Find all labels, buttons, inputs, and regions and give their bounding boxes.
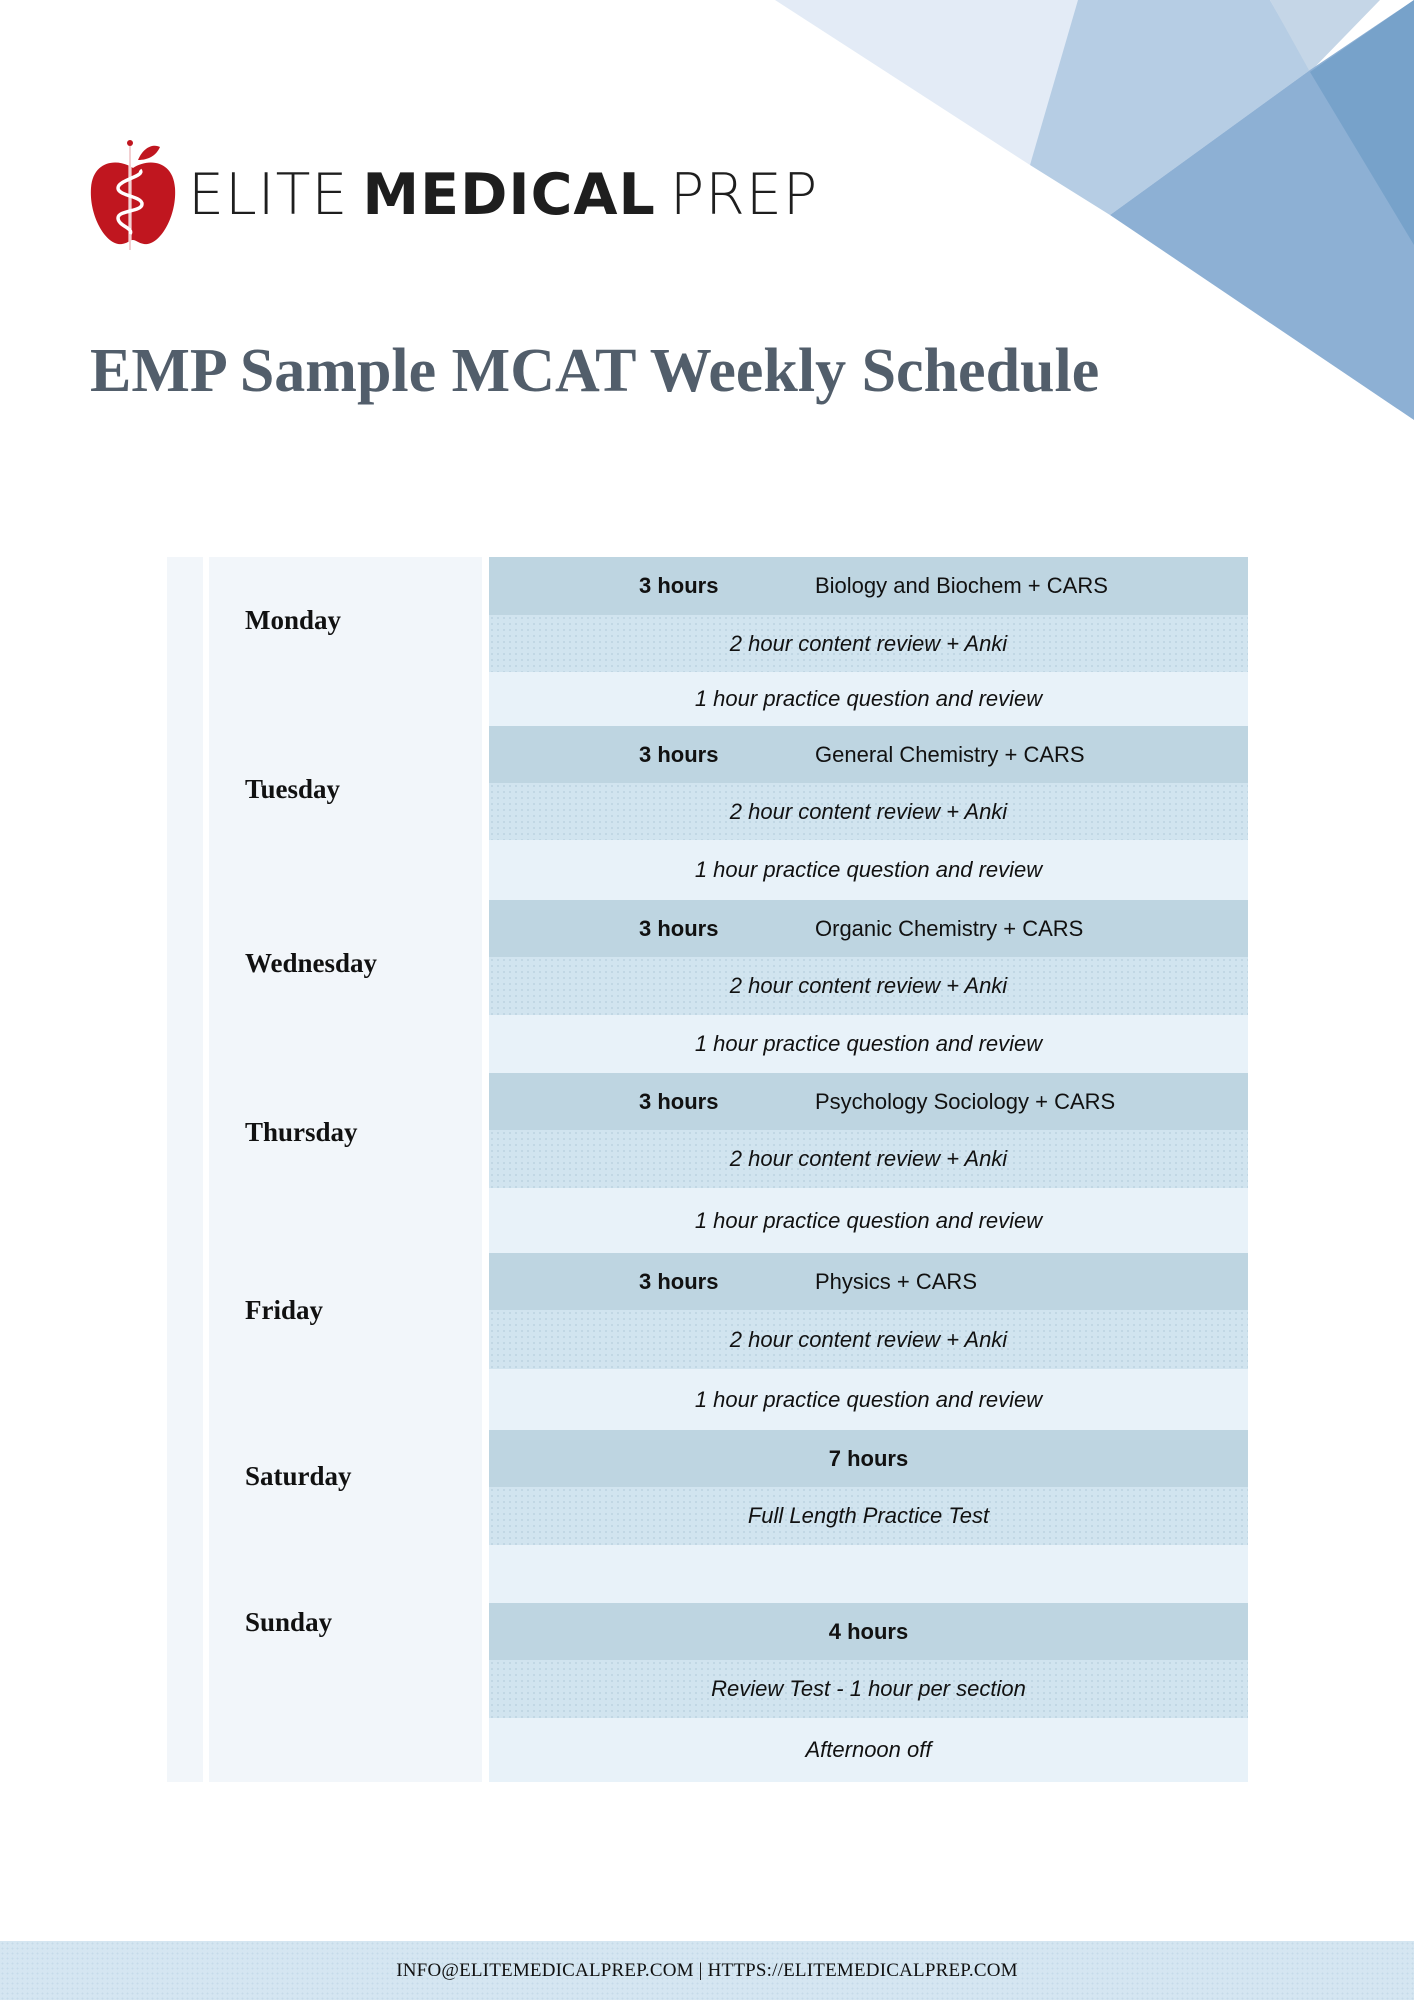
activity-label: 2 hour content review + Anki xyxy=(729,973,1008,998)
hours-label: 3 hours xyxy=(639,1268,719,1294)
schedule-row xyxy=(489,1073,1248,1130)
hours-label: 4 hours xyxy=(828,1618,909,1644)
activity-label: 1 hour practice question and review xyxy=(694,1207,1043,1233)
activity-label: Review Test - 1 hour per section xyxy=(711,1676,1026,1701)
day-label-sunday: Sunday xyxy=(245,1607,333,1637)
activity-label: 2 hour content review + Anki xyxy=(729,798,1008,824)
schedule-row xyxy=(489,1188,1248,1253)
table-side-stripe xyxy=(167,557,203,1782)
brand-name-elite: ELITE xyxy=(188,162,349,228)
schedule-row xyxy=(489,615,1248,672)
subject-label: Organic Chemistry + CARS xyxy=(815,915,1084,941)
schedule-row xyxy=(489,1015,1248,1073)
schedule-row xyxy=(489,1253,1248,1310)
day-label-thursday: Thursday xyxy=(245,1117,358,1147)
activity-column xyxy=(489,557,1248,1782)
activity-label: 2 hour content review + Anki xyxy=(729,630,1008,656)
day-label-wednesday: Wednesday xyxy=(245,948,378,978)
schedule-row xyxy=(489,1487,1248,1545)
activity-label: 1 hour practice question and review xyxy=(694,1386,1043,1412)
schedule-row xyxy=(489,726,1248,783)
activity-label: 1 hour practice question and review xyxy=(694,857,1043,882)
schedule-row xyxy=(489,672,1248,726)
schedule-row xyxy=(489,840,1248,900)
hours-label: 7 hours xyxy=(828,1445,909,1471)
schedule-row xyxy=(489,783,1248,840)
activity-label: Full Length Practice Test xyxy=(747,1503,990,1528)
hours-label: 3 hours xyxy=(639,573,719,598)
activity-label: 1 hour practice question and review xyxy=(694,686,1043,711)
schedule-row xyxy=(489,1369,1248,1430)
hours-label: 3 hours xyxy=(639,915,719,941)
schedule-row xyxy=(489,557,1248,615)
schedule-row xyxy=(489,1430,1248,1487)
activity-label: Afternoon off xyxy=(805,1737,932,1762)
hours-label: 3 hours xyxy=(639,741,719,767)
day-label-friday: Friday xyxy=(245,1295,323,1325)
brand-name-prep: PREP xyxy=(669,162,819,228)
page-title: EMP Sample MCAT Weekly Schedule xyxy=(90,337,1100,405)
brand-name-medical: MEDICAL xyxy=(362,162,656,228)
schedule-row xyxy=(489,1545,1248,1603)
day-label-monday: Monday xyxy=(245,605,342,635)
subject-label: Biology and Biochem + CARS xyxy=(815,573,1108,598)
day-label-saturday: Saturday xyxy=(245,1461,352,1491)
activity-label: 2 hour content review + Anki xyxy=(729,1146,1008,1171)
brand-logo xyxy=(88,138,818,253)
schedule-row xyxy=(489,1718,1248,1782)
subject-label: Psychology Sociology + CARS xyxy=(815,1088,1116,1114)
schedule-row xyxy=(489,957,1248,1015)
apple-caduceus-icon xyxy=(88,138,178,253)
schedule-row xyxy=(489,1130,1248,1188)
footer-bar xyxy=(0,1941,1414,2000)
weekly-schedule-table xyxy=(167,557,1248,1782)
schedule-row xyxy=(489,1660,1248,1718)
footer-contact: INFO@ELITEMEDICALPREP.COM | HTTPS://ELITEMEDICALPREP.COM xyxy=(396,1959,1018,1981)
schedule-row xyxy=(489,1603,1248,1660)
day-column xyxy=(209,557,482,1782)
subject-label: General Chemistry + CARS xyxy=(815,741,1085,767)
activity-label: 2 hour content review + Anki xyxy=(729,1326,1008,1352)
day-label-tuesday: Tuesday xyxy=(245,774,341,804)
subject-label: Physics + CARS xyxy=(815,1268,977,1294)
schedule-row xyxy=(489,1310,1248,1369)
hours-label: 3 hours xyxy=(639,1088,719,1114)
schedule-row xyxy=(489,900,1248,957)
brand-wordmark xyxy=(188,162,819,228)
activity-label: 1 hour practice question and review xyxy=(694,1031,1043,1056)
